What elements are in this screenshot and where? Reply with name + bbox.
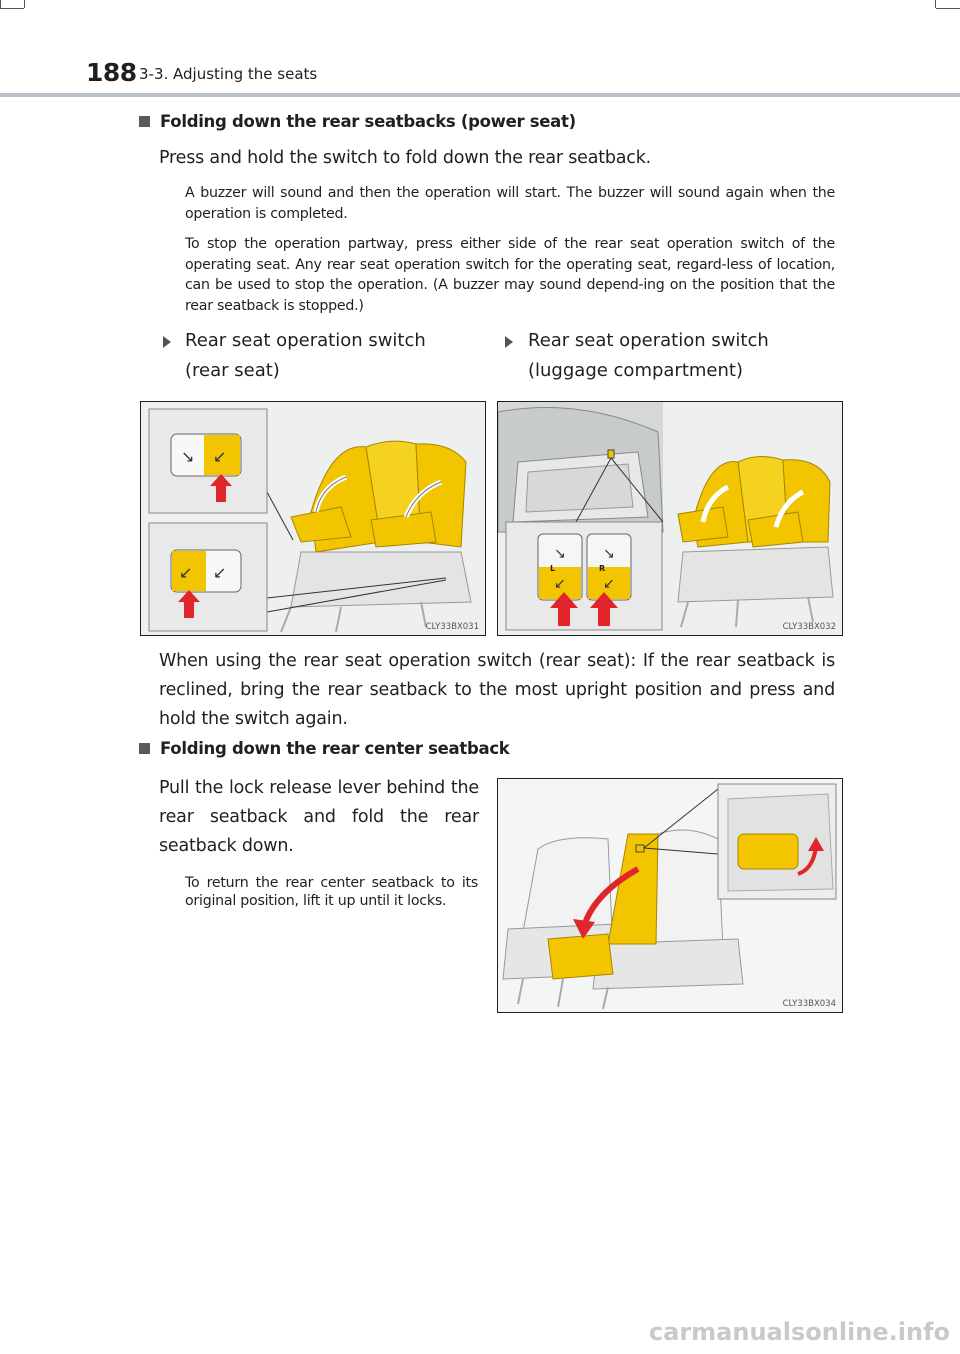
square-bullet-icon [139, 743, 150, 754]
svg-text:↙: ↙ [213, 563, 227, 582]
bullet-line: (rear seat) [185, 360, 280, 381]
crop-mark [935, 0, 936, 8]
figure-rear-seat-switch [140, 401, 486, 636]
svg-text:↘: ↘ [603, 546, 615, 562]
crop-mark [0, 0, 1, 8]
crop-mark [0, 8, 24, 9]
note-paragraph: A buzzer will sound and then the operation will start. The buzzer will sound again when the operation is completed. [185, 185, 835, 222]
seat-illustration [498, 779, 842, 1012]
heading-text: Folding down the rear seatbacks (power seat) [160, 112, 576, 131]
section-heading [139, 739, 509, 758]
svg-text:↘: ↘ [181, 447, 195, 466]
switch-label-right: R [599, 564, 606, 573]
svg-text:↘: ↘ [554, 546, 566, 562]
triangle-bullet-icon [163, 336, 171, 348]
seat-illustration [141, 402, 485, 635]
crop-mark [24, 0, 25, 8]
note-paragraph: To return the rear center seatback to its original position, lift it up until it locks. [185, 875, 478, 909]
watermark: carmanualsonline.info [648, 1318, 950, 1346]
figure-code: CLY33BX034 [782, 999, 836, 1009]
lead-paragraph: Pull the lock release lever behind the rear seatback and fold the rear seatback down. [159, 778, 479, 856]
triangle-bullet-icon [505, 336, 513, 348]
figure-code: CLY33BX032 [782, 622, 836, 632]
bullet-line: (luggage compartment) [528, 360, 743, 381]
crop-mark [936, 8, 960, 9]
svg-text:↙: ↙ [554, 576, 566, 592]
seat-illustration [498, 402, 842, 635]
header-rule [0, 93, 960, 97]
heading-text: Folding down the rear center seatback [160, 739, 510, 758]
section-heading [139, 112, 576, 131]
bullet-line: Rear seat operation switch [528, 330, 769, 351]
note-paragraph: To stop the operation partway, press either side of the rear seat operation switch of the operating seat. Any rear seat operation switch for the operating seat, regard-less of location, can be used to stop the operation. (A buzzer may sound depend-ing on the position that the rear seatback is stopped.) [185, 236, 835, 314]
svg-text:↙: ↙ [603, 576, 615, 592]
svg-text:↙: ↙ [213, 447, 227, 466]
figure-luggage-switch [497, 401, 843, 636]
bullet-label [528, 326, 769, 386]
figure-center-seatback [497, 778, 843, 1013]
page-number: 188 [86, 58, 137, 87]
svg-text:↙: ↙ [179, 563, 193, 582]
square-bullet-icon [139, 116, 150, 127]
body-paragraph: When using the rear seat operation switch (rear seat): If the rear seatback is reclined, bring the rear seatback to the most upright position and press and hold the switch again. [159, 651, 835, 729]
lead-paragraph: Press and hold the switch to fold down the rear seatback. [159, 148, 652, 168]
switch-label-left: L [550, 564, 556, 573]
figure-code: CLY33BX031 [425, 622, 479, 632]
section-title: 3-3. Adjusting the seats [139, 65, 318, 83]
bullet-line: Rear seat operation switch [185, 330, 426, 351]
bullet-label [185, 326, 426, 386]
